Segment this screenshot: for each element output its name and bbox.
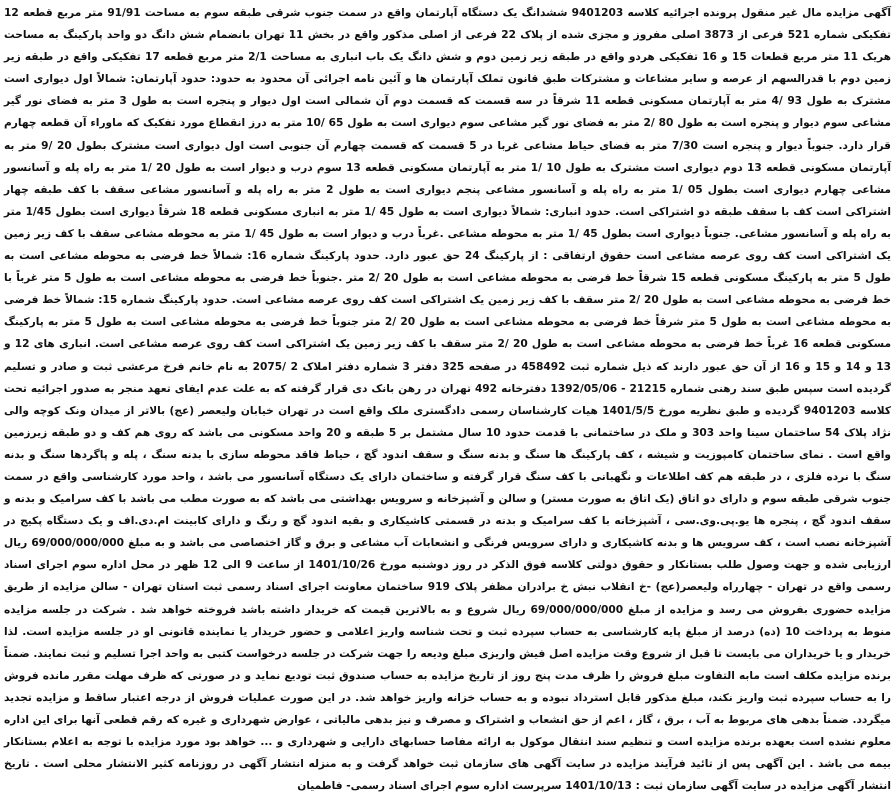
auction-notice-text: آگهی مزایده مال غیر منقول پرونده اجرائیه کلاسه 9401203 ششدانگ یک دستگاه آپارتمان واقع در سمت جنوب شرقی طبقه سوم به مساحت 91/91 متر مربع قطعه 12 تفکیکی شماره 521 فرعی از 3873 اصلی مفروز و مجزی شده از پلاک 22 فرعی از اصلی مذکور واقع در بخش 11 تهران بانضمام شش دانگ دو واحد پارکینگ به مساحت هریک 11 متر مربع قطعات 15 و 16 تفکیکی هردو واقع در طبقه زیر زمین دوم و شش دانگ یک باب انباری به مساحت 2/1 متر مربع قطعه 17 تفکیکی واقع در طبقه زیر زمین دوم با قدرالسهم از عرصه و سایر مشاعات و مشترکات طبق قانون تملک آپارتمان ها و آئین نامه اجرائی آن محدود به حدود: حدود آپارتمان: شمالاً اول دیواری است مشترک به طول 93 /4 متر به آپارتمان مسکونی قطعه 11 شرقاً در سه قسمت که قسمت دوم آن شمالی است اول دیوار و پنجره است به طول 3 متر به فضای نور گیر مشاعی سوم دیوار و پنجره است به طول 80 /2 متر به فضای نور گیر مشاعی سوم دیواری است به طول 65 /10 متر به درز انقطاع مورد تفکیک که ماوراء آن قطعه چهارم قرار دارد. جنوباً دیوار و پنجره است 7/30 متر به فضای حیاط مشاعی غربا در 5 قسمت که قسمت چهارم آن جنوبی است اول دیواری است مشترک بطول 20 /9 متر به آپارتمان مسکونی قطعه 13 دوم دیواری است مشترک به طول 10 /1 متر به آپارتمان مسکونی قطعه 13 سوم درب و دیوار است به طول 20 /1 متر به راه پله و آسانسور مشاعی چهارم دیواری است بطول 05 /1 متر به راه پله و آسانسور مشاعی پنجم دیواری است به طول 2 متر به راه پله و آسانسور مشاعی سقف با کف طبقه چهار اشتراکی است کف با سقف طبقه دو اشتراکی است. حدود انباری: شمالاً دیواری است به طول 45 /1 متر به انباری مسکونی قطعه 18 شرقاً دیواری است بطول 1/45 متر به راه پله و آسانسور مشاعی. جنوباً دیواری است بطول 45 /1 متر به محوطه مشاعی .غرباً درب و دیوار است به طول 45 /1 متر به محوطه مشاعی سقف با کف زیر زمین یک اشتراکی است کف روی عرصه مشاعی است حقوق ارتفاقی : از پارکینگ 24 حق عبور دارد. حدود پارکینگ شماره 16: شمالاً خط فرضی به محوطه مشاعی است به طول 5 متر به پارکینگ مسکونی قطعه 15 شرقاً خط فرضی به محوطه مشاعی است به طول 20 /2 متر .جنوباً خط فرضی به محوطه مشاعی است به طول 5 متر غرباً با خط فرضی به محوطه مشاعی است به طول 20 /2 متر سقف با کف زیر زمین یک اشتراکی است کف روی عرصه مشاعی است. حدود پارکینگ شماره 15: شمالاً خط فرضی به محوطه مشاعی است به طول 5 متر شرقاً خط فرضی به محوطه مشاعی است به طول 20 /2 متر جنوباً خط فرضی به محوطه مشاعی است به طول 5 متر به پارکینگ مسکونی قطعه 16 غرباً خط فرضی به محوطه مشاعی است به طول 20 /2 متر سقف با کف زیر زمین یک اشتراکی است کف روی عرصه مشاعی است. انباری های 12 و 13 و 14 و 15 و 16 از آن حق عبور دارند که ذیل شماره ثبت 458492 در صفحه 325 دفتر 3 شماره دفتر املاک 2 /2075 به نام خانم فرخ مرعشی ثبت و صادر و تسلیم گردیده است سپس طبق سند رهنی شماره 21215 - 1392/05/06 دفترخانه 492 تهران در رهن بانک دی قرار گرفته که به علت عدم ایفای تعهد منجر به صدور اجرائیه تحت کلاسه 9401203 گردیده و طبق نظریه مورخ 1401/5/5 هیات کارشناسان رسمی دادگستری ملک واقع است در تهران خیابان ولیعصر (عج) بالاتر از میدان ونک کوچه والی نژاد پلاک 54 ساختمان سینا واحد 303 و ملک در ساختمانی با قدمت حدود 10 سال مشتمل بر 5 طبقه و 20 واحد مسکونی می باشد که روی هم کف و دو طبقه زیرزمین واقع است . نمای ساختمان کامپوزیت و شیشه ، کف پارکینگ ها سنگ و بدنه سنگ و سقف اندود گچ ، حیاط فاقد محوطه سازی با بدنه سنگ ، پله و پاگردها سنگ و بدنه سنگ با نرده فلزی ، در طبقه هم کف اطلاعات و نگهبانی با کف سنگ قرار گرفته و ساختمان دارای یک دستگاه آسانسور می باشد ، واحد مورد کارشناسی واقع در سمت جنوب شرقی طبقه سوم و دارای دو اتاق (یک اتاق به صورت مستر) و سالن و آشپزخانه و سرویس بهداشتی می باشد که به صورت مطب می باشد با کف سرامیک و بدنه و سقف اندود گچ ، پنجره ها یو.پی.وی.سی ، آشپزخانه با کف سرامیک و بدنه در قسمتی کاشیکاری و بقیه اندود گچ و رنگ و دارای کابینت ام.دی.اف و یک دستگاه پکیج در آشپزخانه نصب است ، کف سرویس ها و بدنه کاشیکاری و دارای سرویس فرنگی و انشعابات آب مشاعی و برق و گاز اختصاصی می باشد و به مبلغ 69/000/000/000 ریال ارزیابی شده و جهت وصول طلب بستانکار و حقوق دولتی کلاسه فوق الذکر در روز دوشنبه مورخ 1401/10/26 از ساعت 9 الی 12 ظهر در محل اداره سوم اجرای اسناد رسمی واقع در تهران - چهارراه ولیعصر(عج) -خ انقلاب نبش خ برادران مظفر پلاک 919 ساختمان معاونت اجرای اسناد رسمی ثبت استان تهران - سالن مزایده از طریق مزایده حضوری بفروش می رسد و مزایده از مبلغ 69/000/000/000 ریال شروع و به بالاترین قیمت که خریدار داشته باشد فروخته خواهد شد . شرکت در جلسه مزایده منوط به پرداخت 10 (ده) درصد از مبلغ پایه کارشناسی به حساب سپرده ثبت و تحت شناسه واریز اعلامی و حضور خریدار یا نماینده قانونی او در جلسه مزایده است. لذا خریدار و یا خریداران می بایست تا قبل از شروع وقت مزایده اصل فیش واریزی مبلغ ودیعه را جهت شرکت در جلسه درخواست کتبی به واحد اجرا تسلیم و ثبت نمایند. ضمناً برنده مزایده مکلف است مابه التفاوت مبلغ فروش را ظرف مدت پنج روز از تاریخ مزایده به حساب صندوق ثبت تودیع نماید و در صورتی که ظرف مهلت مقرر مانده فروش را به حساب سپرده ثبت واریز نکند، مبلغ مذکور قابل استرداد نبوده و به حساب خزانه واریز خواهد شد. در این صورت عملیات فروش از درجه اعتبار ساقط و مزایده تجدید میگردد. ضمناً بدهی های مربوط به آب ، برق ، گاز ، اعم از حق انشعاب و اشتراک و مصرف و نیز بدهی مالیاتی ، عوارض شهرداری و غیره که رقم قطعی آنها برای این اداره معلوم نشده است بعهده برنده مزایده است و تنظیم سند انتقال موکول به ارائه مفاصا حسابهای دارایی و شهرداری و ... خواهد بود مورد مزایده با توجه به اعلام بستانکار بیمه می باشد . این آگهی پس از تائید فرآیند مزایده در سایت آگهی های سازمان ثبت خواهد گرفت و به منزله انتشار آگهی در روزنامه کثیر الانتشار محلی است . تاریخ انتشار آگهی مزایده در سایت آگهی سازمان ثبت : 1401/10/13 سرپرست اداره سوم اجرای اسناد رسمی- فاطمیان	[4, 7, 892, 793]
auction-notice-document	[4, 2, 892, 793]
